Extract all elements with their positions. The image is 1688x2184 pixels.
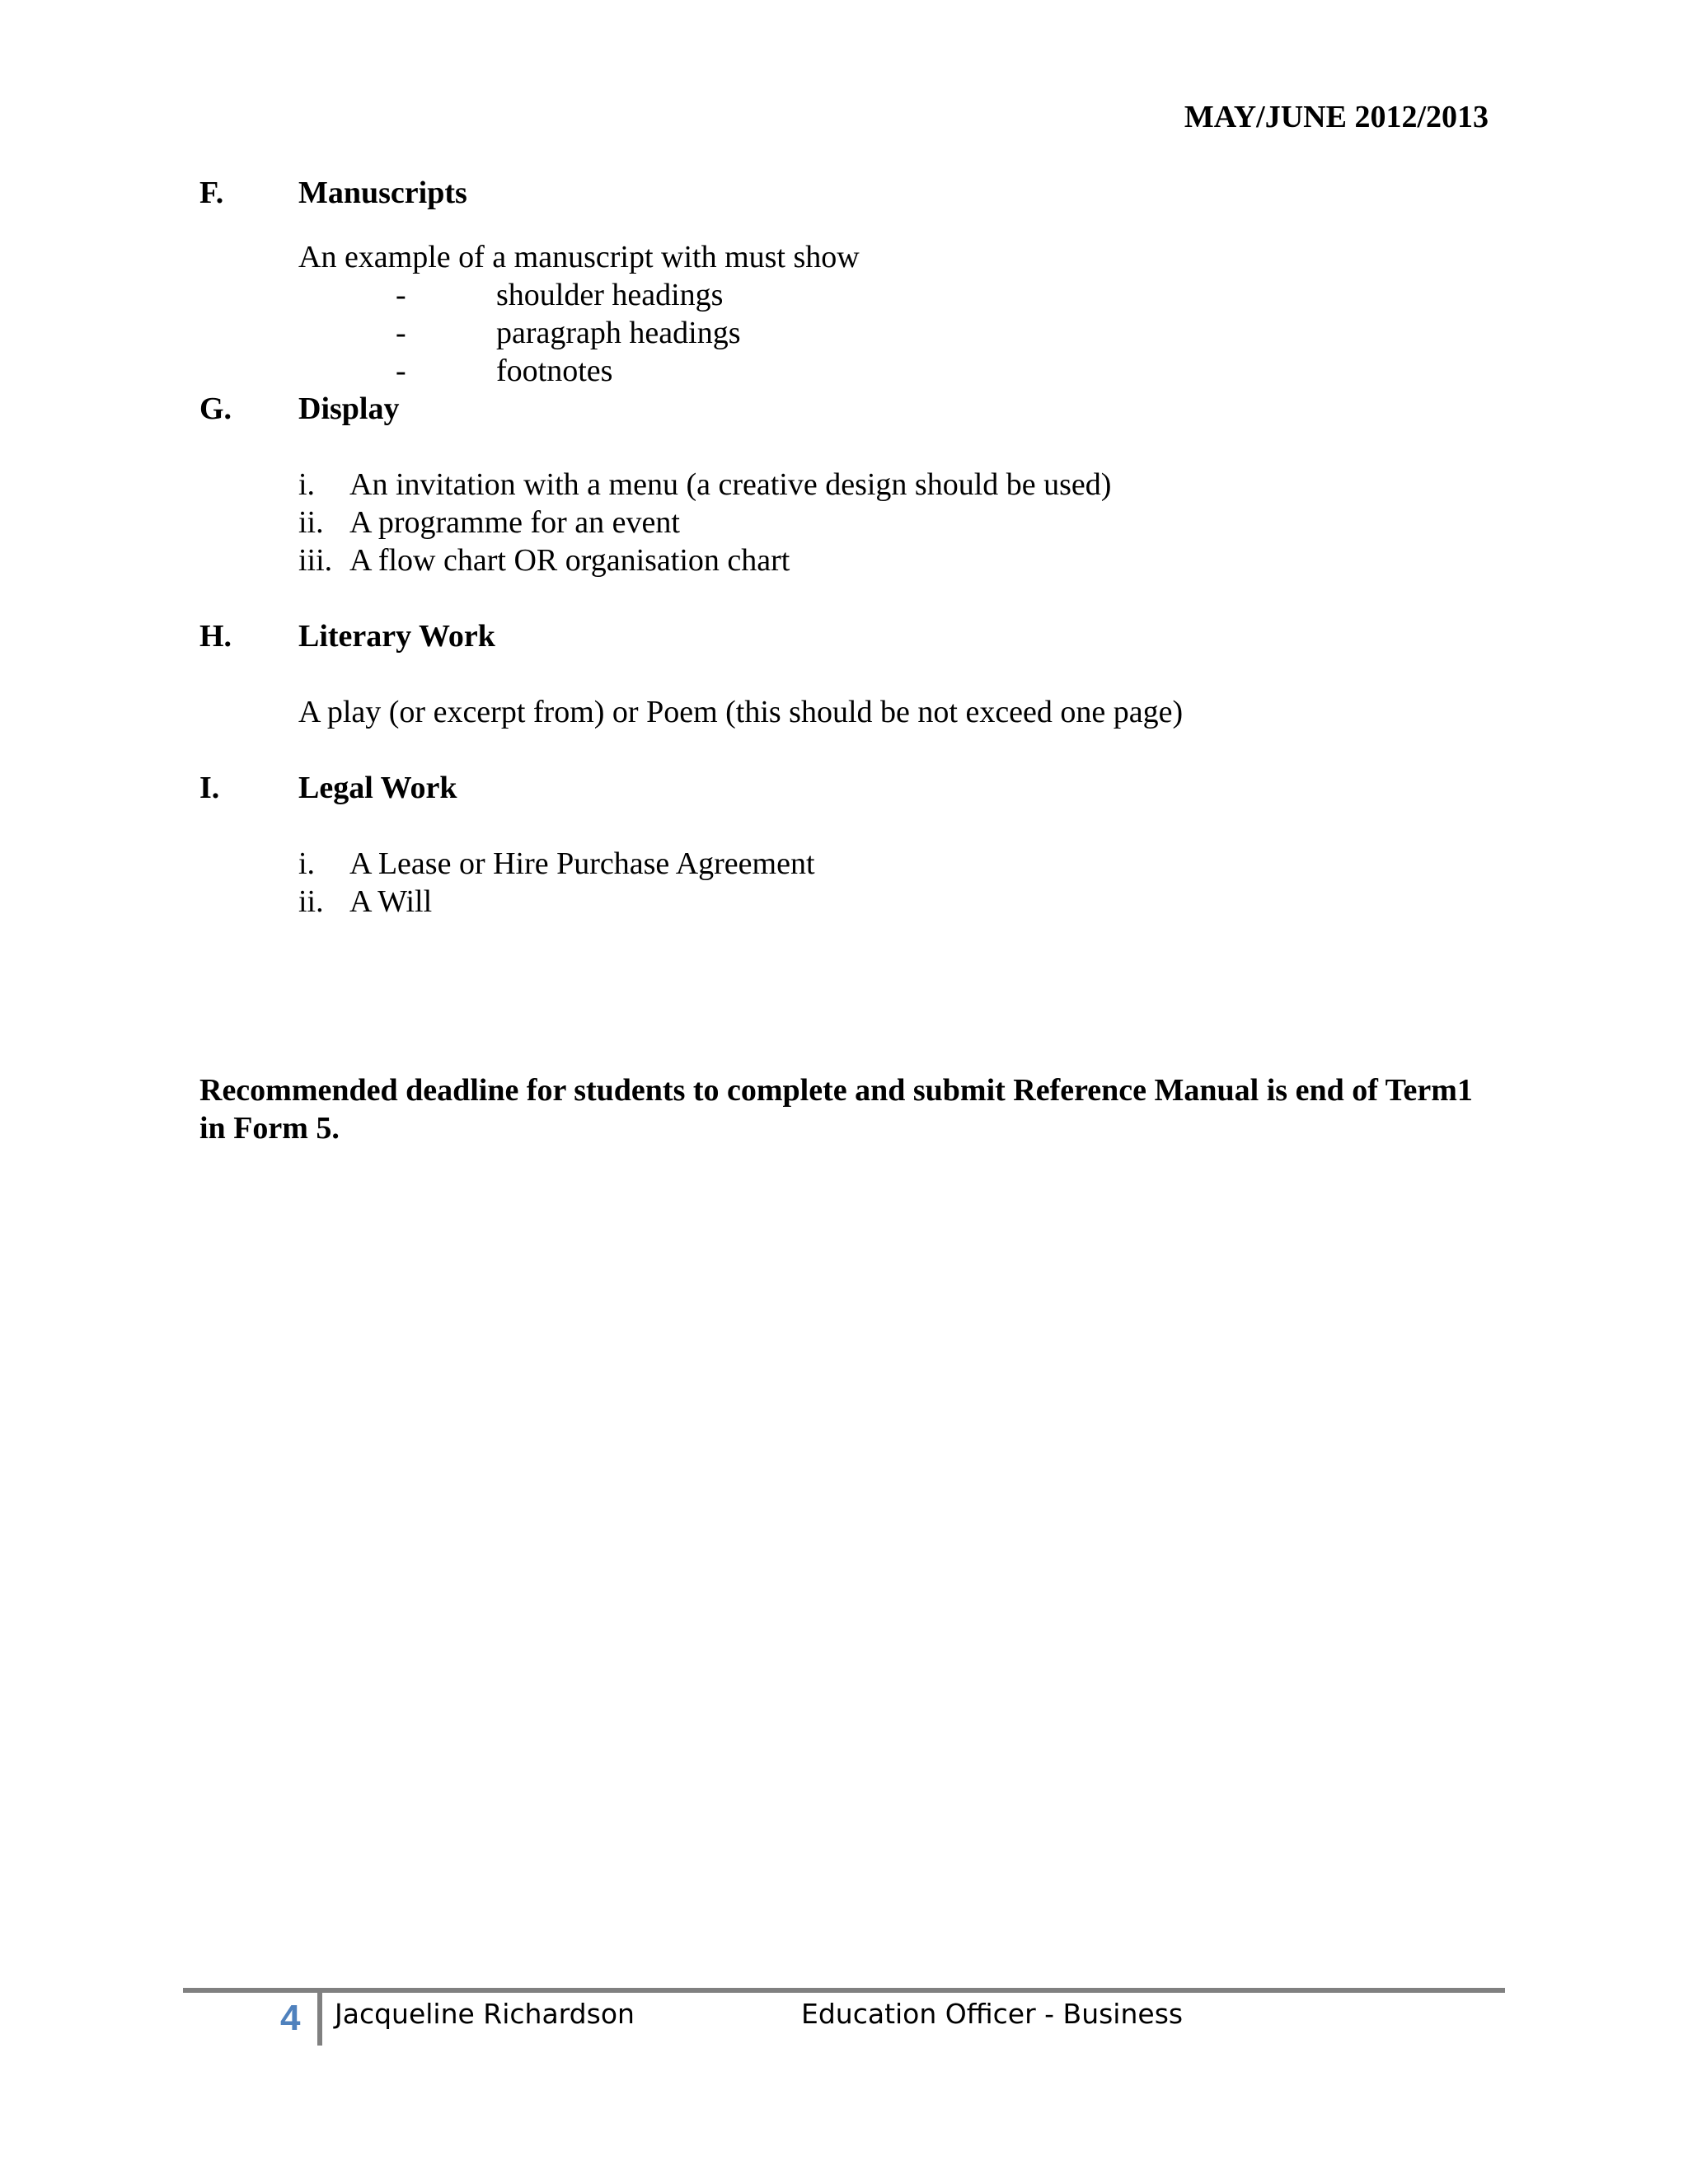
- bullet-footnotes: footnotes: [496, 354, 613, 388]
- section-g-letter: G.: [199, 391, 232, 426]
- footer-role: Education Officer - Business: [801, 1998, 1184, 2030]
- list-numeral: i.: [298, 467, 316, 502]
- list-numeral: ii.: [298, 505, 324, 540]
- section-h-title: Literary Work: [298, 619, 495, 654]
- section-h-body: A play (or excerpt from) or Poem (this should be not exceed one page): [298, 695, 1184, 729]
- section-f-title: Manuscripts: [298, 176, 467, 210]
- list-item-invitation: An invitation with a menu (a creative design should be used): [349, 467, 1112, 502]
- section-f-letter: F.: [199, 176, 224, 210]
- list-numeral: iii.: [298, 543, 333, 578]
- bullet-paragraph-headings: paragraph headings: [496, 316, 741, 350]
- list-item-flow-chart: A flow chart OR organisation chart: [349, 543, 790, 578]
- bullet-dash: -: [396, 278, 406, 312]
- footer-page-number: 4: [280, 1998, 301, 2038]
- list-numeral: ii.: [298, 884, 324, 919]
- footer-rule: [183, 1988, 1505, 1993]
- list-item-programme: A programme for an event: [349, 505, 680, 540]
- bullet-shoulder-headings: shoulder headings: [496, 278, 724, 312]
- section-f-intro: An example of a manuscript with must show: [298, 240, 860, 274]
- list-item-will: A Will: [349, 884, 433, 919]
- bullet-dash: -: [396, 316, 406, 350]
- closing-note: Recommended deadline for students to complete and submit Reference Manual is end of Term1 in Form 5.: [199, 1073, 1473, 1146]
- header-date: MAY/JUNE 2012/2013: [1184, 100, 1489, 134]
- footer-divider: [317, 1993, 322, 2046]
- list-item-lease: A Lease or Hire Purchase Agreement: [349, 846, 815, 881]
- list-numeral: i.: [298, 846, 316, 881]
- section-g-title: Display: [298, 391, 400, 426]
- bullet-dash: -: [396, 354, 406, 388]
- section-i-letter: I.: [199, 771, 220, 805]
- section-i-title: Legal Work: [298, 771, 457, 805]
- section-h-letter: H.: [199, 619, 232, 654]
- footer-author: Jacqueline Richardson: [335, 1998, 635, 2030]
